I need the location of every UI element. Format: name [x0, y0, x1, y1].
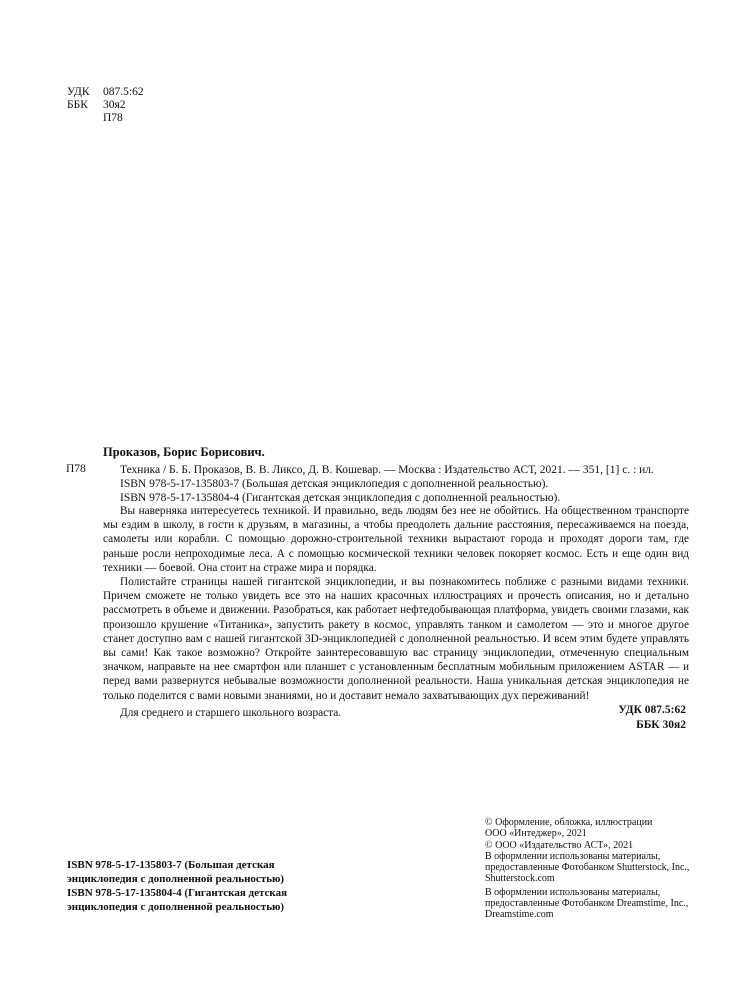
isbn-line: энциклопедия с дополненной реальностью): [67, 873, 285, 885]
copyright-line: Shutterstock.com: [485, 873, 555, 885]
udk-value: 087.5:62: [103, 86, 144, 98]
author-sign: П78: [103, 112, 123, 124]
abstract-paragraph-2: Полистайте страницы нашей гигантской энциклопедии, и вы познакомитесь поближе с разными видами техники. Причем сможете не только увидеть все это на наших красочных иллюстрациях и прочесть описания, но и детально рассмотреть в объеме и движении. Разобраться, как работает нефтедобывающая платформа, увидеть своими глазами, как произошло крушение «Титаника», запустить ракету в космос, управлять танком и самолетом — это и многое другое станет доступно вам с нашей гигантской 3D-энциклопедией с дополненной реальностью. И всем этим будете управлять вы сами! Как такое возможно? Откройте заинтересовавшую вас страницу энциклопедии, отмеченную специальным значком, направьте на нее смартфон или планшет с установленным бесплатным мобильным приложением ASTAR — и перед вами развернутся небывалые возможности дополненной реальности. Наша уникальная детская энциклопедия не только поделится с вами новыми знаниями, но и доставит немало захватывающих дух переживаний!: [103, 576, 689, 702]
abstract-paragraph-1: Вы наверняка интересуетесь техникой. И правильно, ведь людям без нее не обойтись. На общественном транспорте мы ездим в школу, в гости к друзьям, в магазины, а чтобы преодолеть дальние расстояния, пересаживаемся на поезда, самолеты или корабли. С помощью дорожно-строительной техники вырастают города и проходят дороги там, где раньше росли непроходимые леса. А с помощью космической техники человек покоряет космос. Есть и еще один вид техники — боевой. Она стоит на страже мира и порядка.: [103, 505, 689, 574]
record-code: П78: [66, 463, 86, 475]
bbk-row: [67, 99, 126, 111]
author-sign-row: [67, 112, 123, 124]
isbn-line: энциклопедия с дополненной реальностью): [67, 901, 285, 913]
copyright-line: В оформлении использованы материалы,: [485, 850, 661, 862]
copyright-line: ООО «Интеджер», 2021: [485, 828, 587, 840]
isbn-block: [67, 858, 307, 914]
bbk-value: 30я2: [103, 99, 126, 111]
udk-right: УДК 087.5:62: [618, 704, 686, 716]
copyright-line: предоставленные Фотобанком Dreamstime, Inc.,: [485, 898, 689, 910]
udk-row: [67, 86, 144, 98]
udk-label: УДК: [67, 86, 90, 98]
isbn-line: ISBN 978-5-17-135804-4 (Гигантская детская: [67, 887, 288, 899]
record-author: Проказов, Борис Борисович.: [103, 445, 265, 459]
record-isbn-1: ISBN 978-5-17-135803-7 (Большая детская энциклопедия с дополненной реальностью).: [120, 478, 549, 490]
abstract-audience: Для среднего и старшего школьного возраста.: [120, 706, 342, 719]
copyright-line: предоставленные Фотобанком Shutterstock, Inc.,: [485, 862, 690, 874]
bbk-label: ББК: [67, 99, 88, 111]
record-title-line: Техника / Б. Б. Проказов, В. В. Ликсо, Д. В. Кошевар. — Москва : Издательство АСТ, 2021. — 351, [1] с. : ил.: [120, 464, 654, 476]
copyright-line: © Оформление, обложка, иллюстрации: [485, 817, 653, 828]
copyright-line: © ООО «Издательство АСТ», 2021: [485, 839, 634, 851]
record-isbn-2: ISBN 978-5-17-135804-4 (Гигантская детская энциклопедия с дополненной реальностью).: [120, 492, 561, 504]
copyright-line: Dreamstime.com: [485, 909, 554, 921]
copyright-block: [485, 817, 695, 921]
copyright-line: В оформлении использованы материалы,: [485, 886, 661, 898]
record-abstract: [103, 504, 689, 720]
bbk-right: ББК 30я2: [636, 719, 686, 731]
isbn-line: ISBN 978-5-17-135803-7 (Большая детская: [67, 859, 275, 871]
